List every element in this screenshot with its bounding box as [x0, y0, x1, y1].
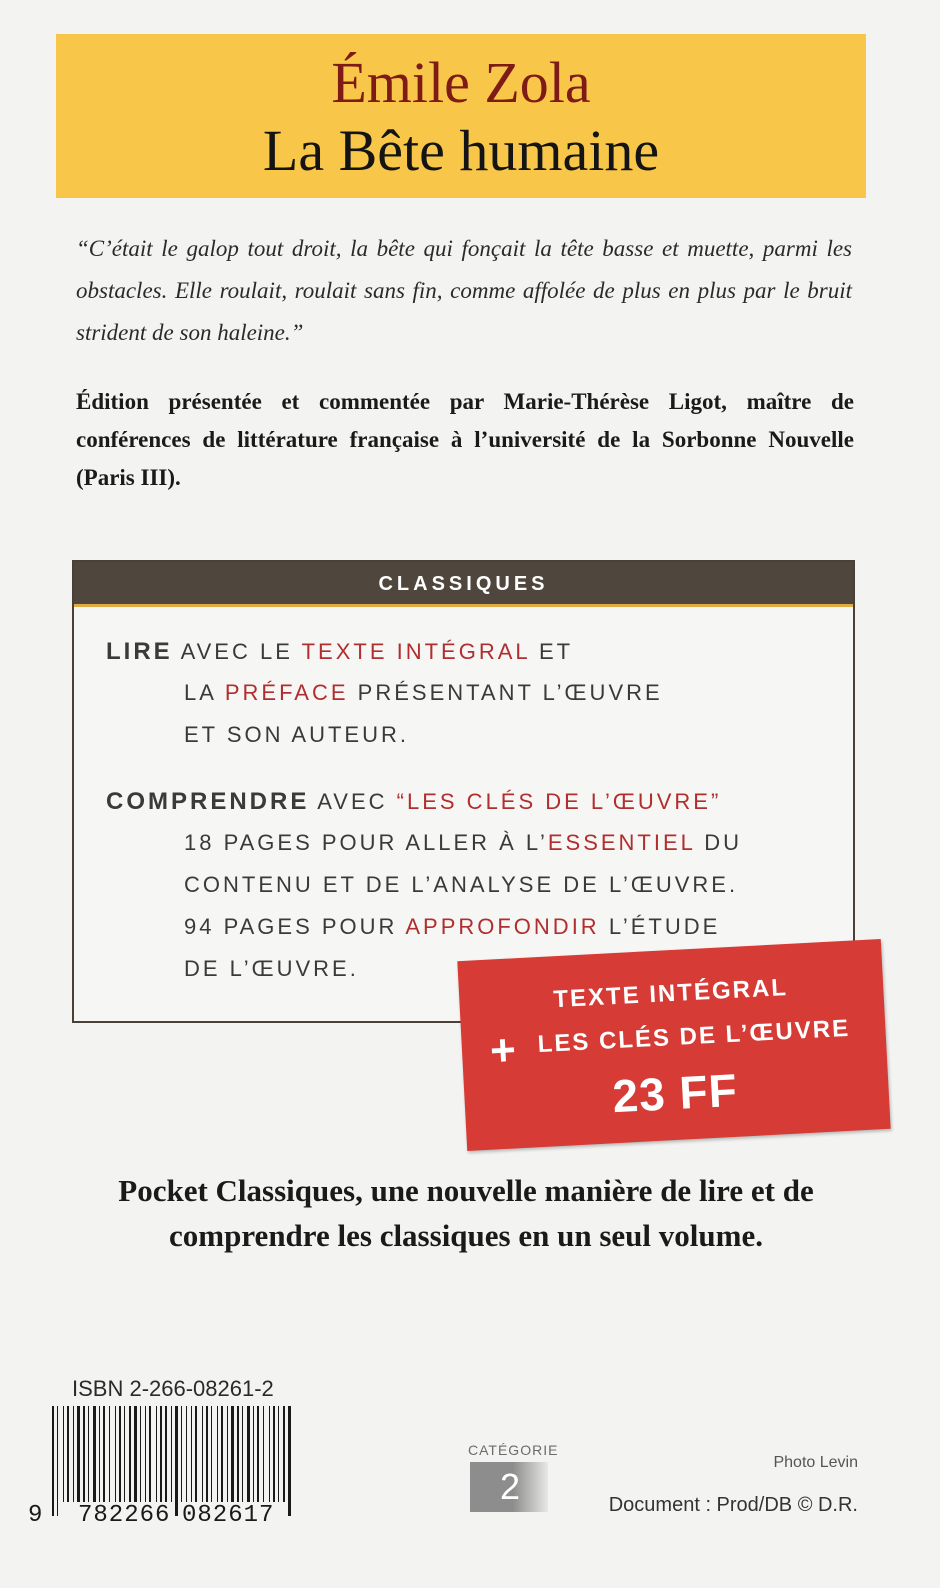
lire-text-1b: ET	[538, 639, 574, 664]
essentiel-highlight: ESSENTIEL	[547, 830, 696, 855]
badge-texte-integral: TEXTE INTÉGRAL	[552, 973, 789, 1014]
excerpt-quote: “C’était le galop tout droit, la bête qui fonçait la tête basse et muette, parmi les obstacles. Elle roulait, roulait sans fin, comme affolée de plus en plus par le bruit strident de son haleine.”	[76, 236, 852, 345]
comprendre-text-4a: 94 PAGES POUR	[184, 914, 398, 939]
barcode	[28, 1406, 298, 1530]
comprendre-text-1a: AVEC	[317, 789, 388, 814]
lire-line-3	[184, 722, 409, 748]
les-cles-highlight: “LES CLÉS DE L’ŒUVRE”	[396, 789, 722, 814]
category-label: CATÉGORIE	[468, 1442, 559, 1458]
barcode-group-1: 782266	[78, 1502, 171, 1529]
lire-line-1	[106, 638, 573, 666]
comprendre-text-2b: DU	[704, 830, 742, 855]
photo-credit: Photo Levin	[773, 1454, 858, 1471]
lire-text-2a: LA	[184, 680, 216, 705]
lire-text-2b: PRÉSENTANT L’ŒUVRE	[357, 680, 663, 705]
comprendre-line-3	[184, 872, 738, 898]
badge-price: 23 FF	[611, 1063, 739, 1123]
document-credit: Document : Prod/DB © D.R.	[608, 1494, 858, 1516]
classiques-heading: CLASSIQUES	[74, 562, 853, 607]
comprendre-line-1	[106, 788, 721, 816]
comprendre-line-2	[184, 830, 742, 856]
comprendre-text-5: DE L’ŒUVRE.	[184, 956, 359, 981]
book-title: La Bête humaine	[262, 118, 660, 183]
comprendre-text-3: CONTENU ET DE L’ANALYSE DE L’ŒUVRE.	[184, 872, 739, 897]
texte-integral-highlight: TEXTE INTÉGRAL	[301, 639, 530, 664]
approfondir-highlight: APPROFONDIR	[405, 914, 600, 939]
plus-icon: +	[488, 1025, 518, 1076]
comprendre-text-4b: L’ÉTUDE	[608, 914, 721, 939]
author-name: Émile Zola	[331, 50, 591, 115]
lire-lead: LIRE	[106, 638, 173, 665]
isbn-number: ISBN 2-266-08261-2	[72, 1376, 274, 1401]
category-value: 2	[500, 1466, 521, 1507]
badge-les-cles: LES CLÉS DE L’ŒUVRE	[537, 1014, 851, 1059]
category-box	[470, 1462, 548, 1512]
barcode-first-digit: 9	[28, 1502, 44, 1529]
edition-note: Édition présentée et commentée par Marie-Thérèse Ligot, maître de conférences de littérature française à l’université de la Sorbonne Nouvelle (Paris III).	[76, 389, 854, 490]
price-badge	[457, 939, 890, 1151]
comprendre-text-2a: 18 PAGES POUR ALLER À L’	[184, 830, 548, 855]
title-banner	[56, 34, 866, 198]
comprendre-line-4	[184, 914, 720, 940]
preface-highlight: PRÉFACE	[224, 680, 349, 705]
lire-text-3: ET SON AUTEUR.	[184, 722, 409, 747]
series-tagline: Pocket Classiques, une nouvelle manière de lire et de comprendre les classiques en un seul volume.	[118, 1173, 814, 1253]
barcode-bars	[48, 1406, 298, 1516]
comprendre-lead: COMPRENDRE	[106, 788, 310, 815]
barcode-group-2: 082617	[182, 1502, 275, 1529]
lire-line-2	[184, 680, 663, 706]
lire-text-1a: AVEC LE	[180, 639, 293, 664]
comprendre-line-5	[184, 956, 359, 982]
